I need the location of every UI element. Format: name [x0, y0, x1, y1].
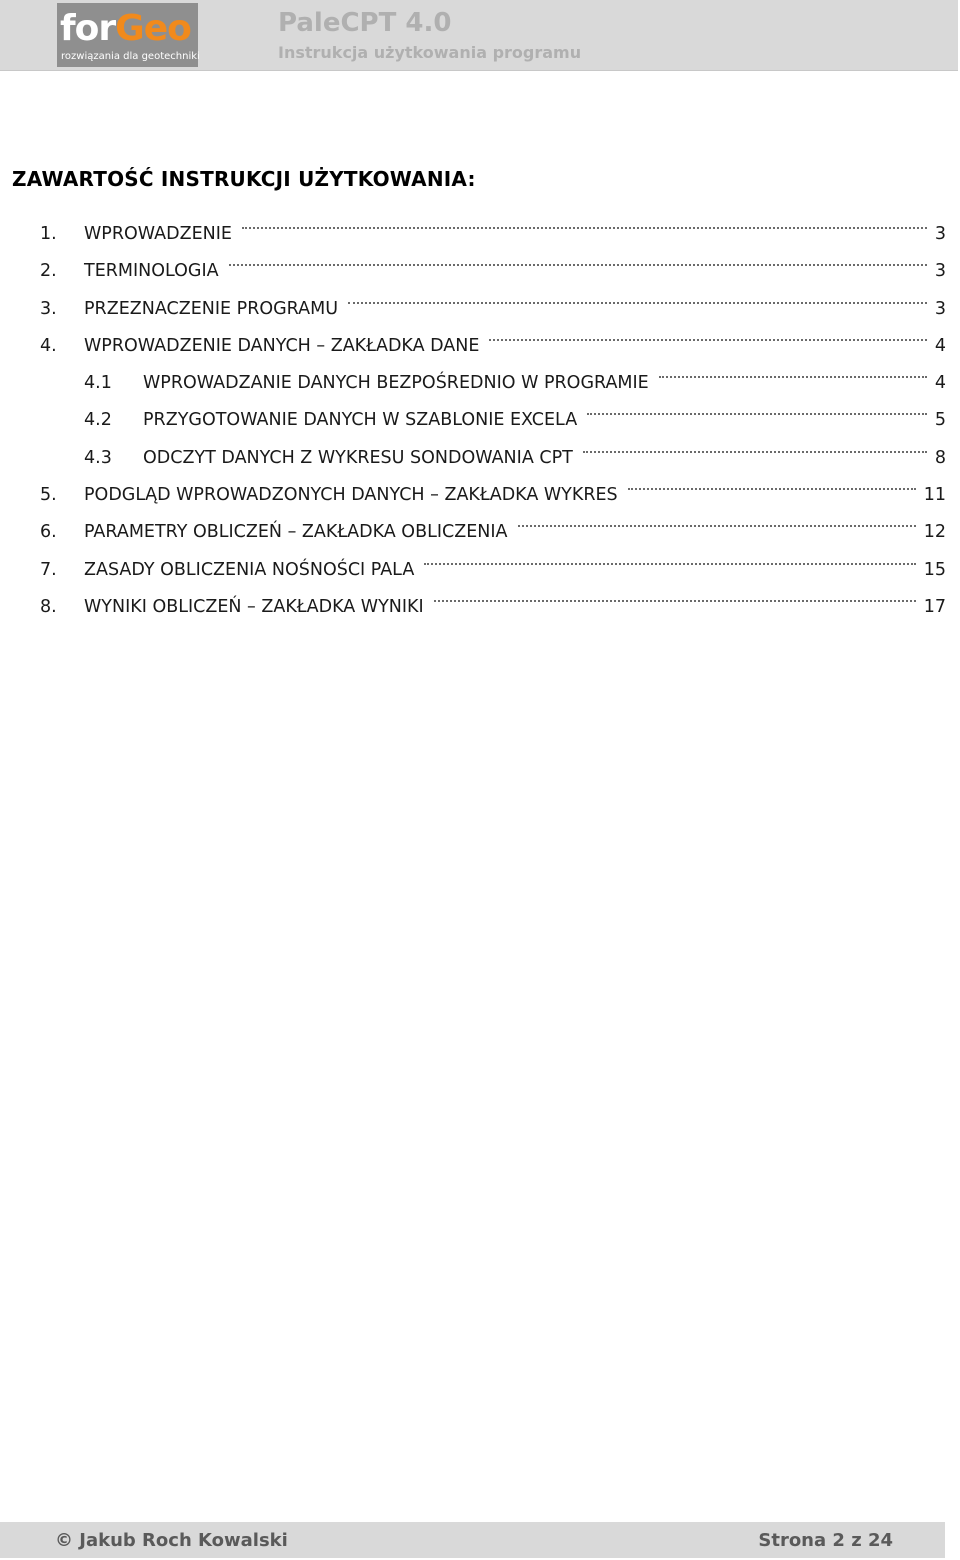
document-subtitle: Instrukcja użytkowania programu	[278, 43, 582, 62]
toc-entry-page: 3	[934, 224, 946, 244]
toc-entry-number: 4.3	[84, 447, 112, 468]
toc-dot-leader	[518, 500, 916, 537]
toc-entry-title: WPROWADZENIE DANYCH – ZAKŁADKA DANE	[84, 335, 480, 356]
footer-page-number: Strona 2 z 24	[758, 1530, 893, 1551]
logo-wordmark-for: for	[60, 8, 116, 49]
toc-dot-leader	[583, 426, 927, 463]
logo-wordmark-geo: Geo	[115, 8, 191, 49]
toc-entry-page: 4	[934, 373, 946, 394]
toc-entry-number: 8.	[40, 596, 57, 617]
toc-entry-number: 1.	[40, 224, 57, 244]
toc-entry-title: PRZYGOTOWANIE DANYCH W SZABLONIE EXCELA	[143, 410, 578, 431]
toc-entry-title: ODCZYT DANYCH Z WYKRESU SONDOWANIA CPT	[143, 447, 573, 468]
toc-entry-title: PODGLĄD WPROWADZONYCH DANYCH – ZAKŁADKA WYKRES	[84, 485, 618, 506]
document-title: PaleCPT 4.0	[278, 8, 452, 38]
toc-entry-number: 5.	[40, 485, 57, 506]
toc-entry-title: ZASADY OBLICZENIA NOŚNOŚCI PALA	[84, 559, 415, 580]
toc-entry-title: WYNIKI OBLICZEŃ – ZAKŁADKA WYNIKI	[84, 596, 424, 617]
toc-entry-title: TERMINOLOGIA	[84, 261, 219, 282]
toc-entry-number: 3.	[40, 298, 57, 319]
toc-entry-title: PRZEZNACZENIE PROGRAMU	[84, 298, 339, 319]
toc-entry-number: 2.	[40, 261, 57, 282]
toc-entry-number: 7.	[40, 559, 57, 580]
toc-entry-number: 4.1	[84, 373, 112, 394]
toc-entry-page: 17	[923, 596, 946, 617]
toc-entry-page: 3	[934, 298, 946, 319]
toc-entry-page: 12	[923, 522, 946, 543]
footer-author: © Jakub Roch Kowalski	[55, 1530, 288, 1551]
toc-entry-page: 4	[934, 335, 946, 356]
table-of-contents	[40, 202, 946, 617]
toc-entry-page: 11	[923, 485, 946, 506]
toc-entry-page: 3	[934, 261, 946, 282]
toc-entry-page: 8	[934, 447, 946, 468]
logo-tagline: rozwiązania dla geotechniki	[61, 51, 200, 62]
toc-entry[interactable]	[40, 202, 946, 244]
toc-dot-leader	[229, 239, 927, 276]
toc-entry-title: WPROWADZANIE DANYCH BEZPOŚREDNIO W PROGRAMIE	[143, 373, 649, 394]
toc-entry-title: WPROWADZENIE	[84, 224, 232, 244]
toc-dot-leader	[434, 575, 916, 612]
toc-entry-page: 15	[923, 559, 946, 580]
toc-entry-page: 5	[934, 410, 946, 431]
toc-dot-leader	[348, 277, 927, 314]
page-header	[0, 0, 958, 71]
forgeo-logo	[57, 3, 198, 67]
toc-dot-leader	[424, 538, 915, 575]
toc-entry-number: 6.	[40, 522, 57, 543]
toc-dot-leader	[587, 388, 927, 425]
toc-entry-number: 4.	[40, 335, 57, 356]
page-footer	[0, 1522, 945, 1558]
toc-dot-leader	[659, 351, 927, 388]
toc-dot-leader	[242, 202, 927, 239]
toc-heading: ZAWARTOŚĆ INSTRUKCJI UŻYTKOWANIA:	[12, 167, 476, 191]
toc-entry-number: 4.2	[84, 410, 112, 431]
logo-wordmark	[60, 9, 191, 49]
toc-entry-title: PARAMETRY OBLICZEŃ – ZAKŁADKA OBLICZENIA	[84, 522, 508, 543]
toc-dot-leader	[489, 314, 926, 351]
toc-dot-leader	[628, 463, 916, 500]
